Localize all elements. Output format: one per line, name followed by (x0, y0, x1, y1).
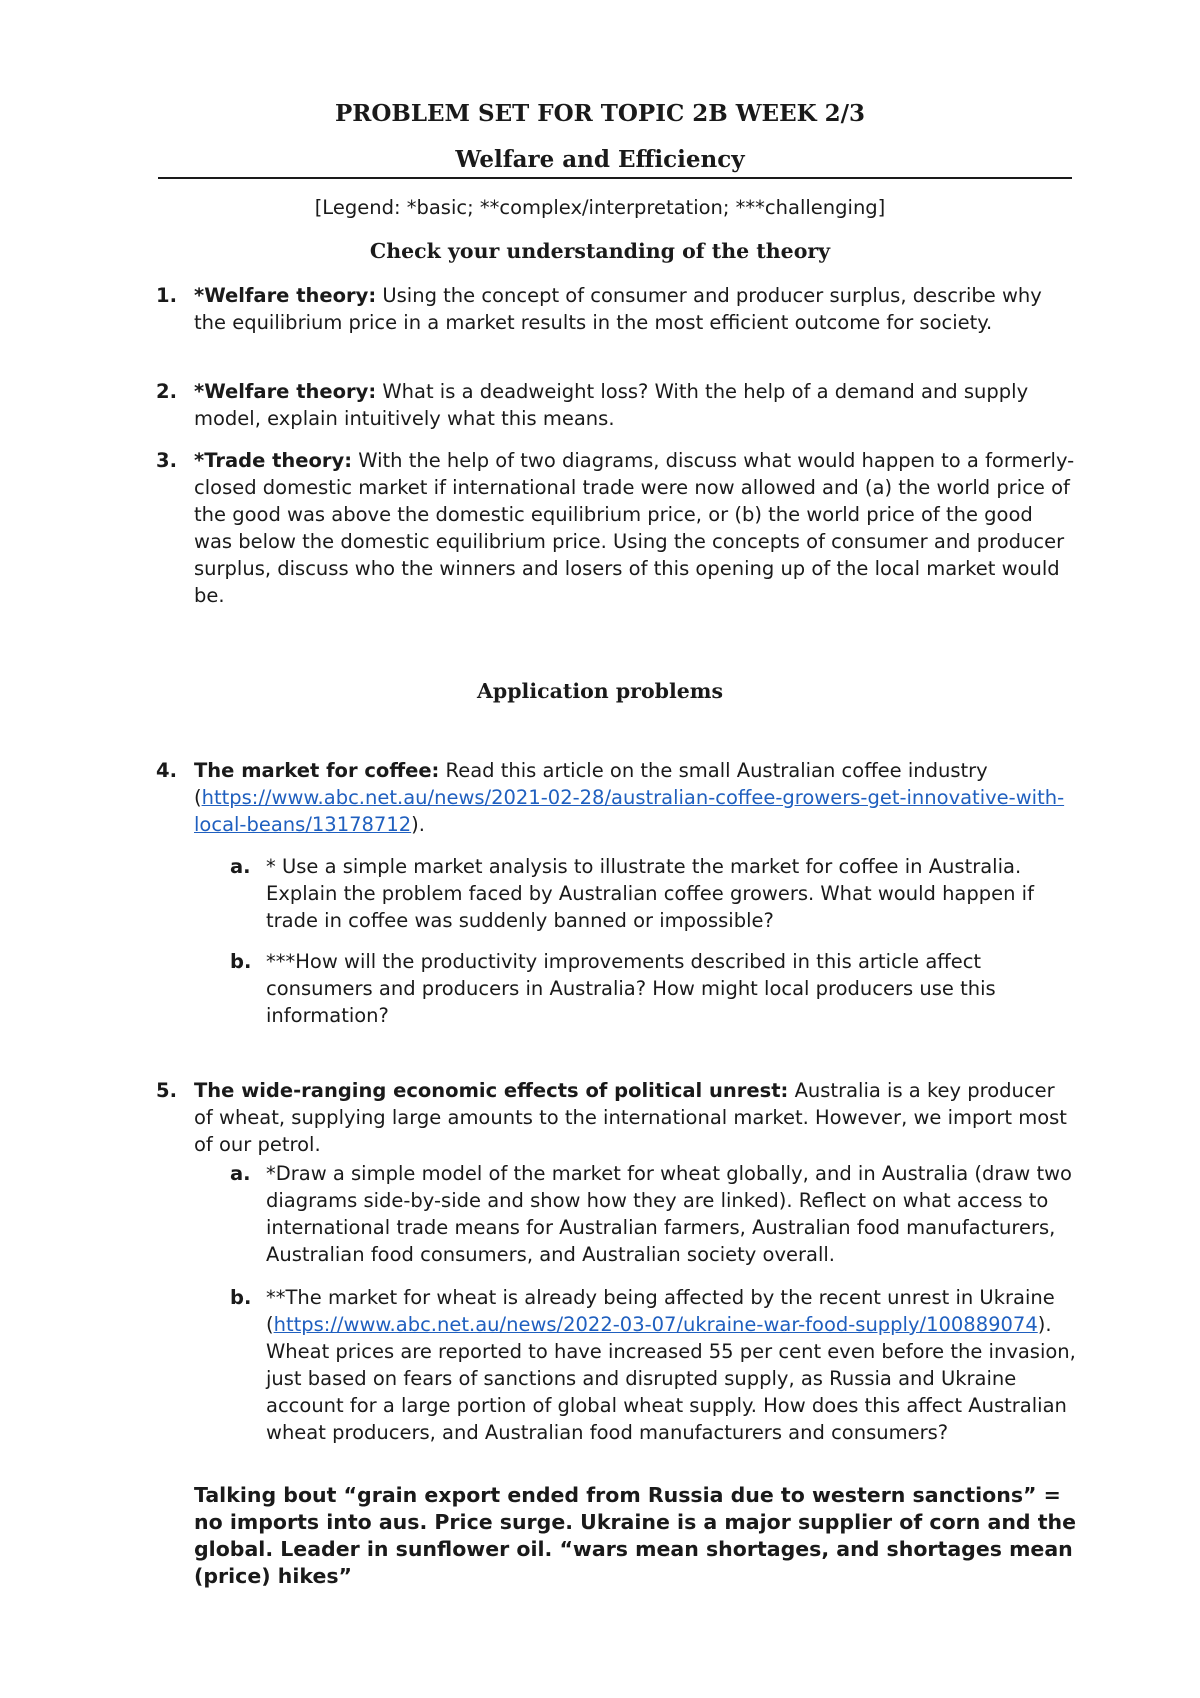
question-text: What is a deadweight loss? With the help of a demand and supply model, explain intuitively what this means. (194, 380, 1029, 430)
question-4b (230, 948, 1080, 1029)
subquestion-text: ***How will the productivity improvements described in this article affect consumers and producers in Australia? How might local producers use this information? (266, 950, 996, 1027)
question-number: 1. (156, 284, 177, 307)
page-subtitle: Welfare and Efficiency (455, 146, 745, 173)
question-number: 3. (156, 449, 177, 472)
question-text: Using the concept of consumer and producer surplus, describe why the equilibrium price in a market results in the most efficient outcome for society. (194, 284, 1042, 334)
question-3 (156, 447, 1076, 609)
question-number: 2. (156, 380, 177, 403)
section-heading-theory: Check your understanding of the theory (369, 239, 831, 263)
subquestion-letter: a. (230, 1162, 251, 1185)
student-note: Talking bout “grain export ended from Russia due to western sanctions” = no imports into aus. Price surge. Ukraine is a major supplier of corn and the global. Leader in sunflower oil. “wars mean shortages, and shortages mean (price) hikes” (194, 1483, 1077, 1588)
question-2 (156, 378, 1076, 432)
legend-text: [Legend: *basic; **complex/interpretation; ***challenging] (314, 196, 886, 219)
subquestion-letter: b. (230, 1286, 252, 1309)
question-number: 5. (156, 1079, 177, 1102)
question-label: *Welfare theory: (194, 284, 377, 307)
subquestion-letter: a. (230, 855, 251, 878)
question-label: The wide-ranging economic effects of political unrest: (194, 1079, 789, 1102)
section-heading-application: Application problems (476, 679, 724, 703)
subquestion-text: *Draw a simple model of the market for wheat globally, and in Australia (draw two diagrams side-by-side and show how they are linked). Reflect on what access to international trade means for Australian farmers, Australian food manufacturers, Australian food consumers, and Australian society overall. (266, 1162, 1072, 1266)
page-title: PROBLEM SET FOR TOPIC 2B WEEK 2/3 (334, 100, 866, 127)
question-text: Australia is a key producer of wheat, supplying large amounts to the international market. However, we import most of our petrol. (194, 1079, 1067, 1156)
question-text: Read this article on the small Australian coffee industry ( (194, 759, 988, 809)
subquestion-text: * Use a simple market analysis to illustrate the market for coffee in Australia. Explain the problem faced by Australian coffee growers. What would happen if trade in coffee was suddenly banned or impossible? (266, 855, 1034, 932)
question-text-end: ). (411, 813, 425, 836)
question-5a (230, 1160, 1080, 1268)
question-4a (230, 853, 1080, 934)
subquestion-letter: b. (230, 950, 252, 973)
question-label: The market for coffee: (194, 759, 440, 782)
question-4 (156, 757, 1076, 838)
question-label: *Welfare theory: (194, 380, 377, 403)
question-5b (230, 1284, 1080, 1446)
question-label: *Trade theory: (194, 449, 353, 472)
ukraine-article-link[interactable]: https://www.abc.net.au/news/2022-03-07/ukraine-war-food-supply/100889074 (273, 1313, 1038, 1336)
question-1 (156, 282, 1076, 336)
question-text: With the help of two diagrams, discuss what would happen to a formerly-closed domestic market if international trade were now allowed and (a) the world price of the good was above the domestic equilibrium price, or (b) the world price of the good was below the domestic equilibrium price. Using the concepts of consumer and producer surplus, discuss who the winners and losers of this opening up of the local market would be. (194, 449, 1075, 607)
subquestion-text-after: ). Wheat prices are reported to have increased 55 per cent even before the invasion, just based on fears of sanctions and disrupted supply, as Russia and Ukraine account for a large portion of global wheat supply. How does this affect Australian wheat producers, and Australian food manufacturers and consumers? (266, 1313, 1076, 1444)
question-number: 4. (156, 759, 177, 782)
title-divider (158, 177, 1072, 179)
question-5 (156, 1077, 1076, 1158)
subquestion-text: **The market for wheat is already being affected by the recent unrest in Ukraine ( (266, 1286, 1055, 1336)
coffee-article-link[interactable]: https://www.abc.net.au/news/2021-02-28/australian-coffee-growers-get-innovative-with-local-beans/13178712 (194, 786, 1065, 836)
